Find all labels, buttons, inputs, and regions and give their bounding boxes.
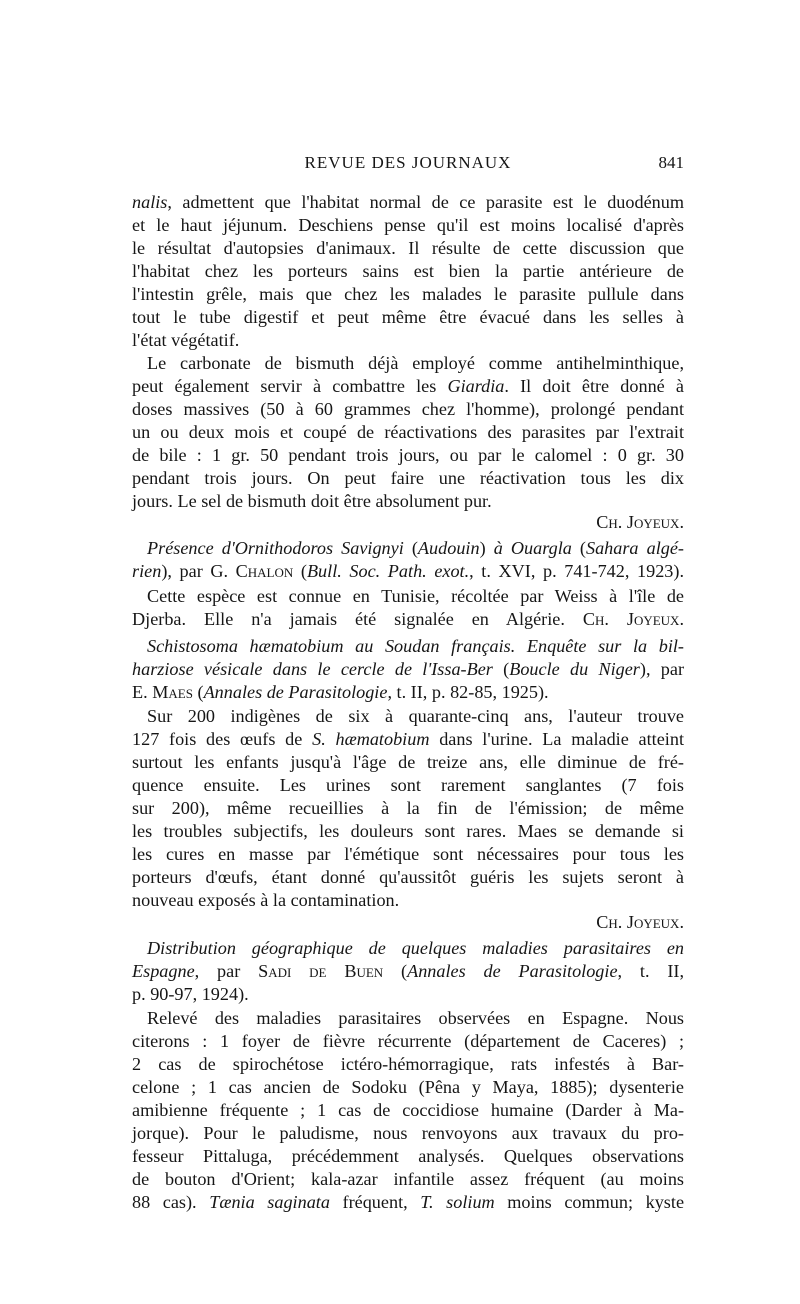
text-run: Giardia bbox=[447, 376, 505, 396]
text-run: 88 cas). bbox=[132, 1192, 210, 1212]
text-run: jours. Le sel de bismuth doit être absolument pur. bbox=[132, 491, 492, 511]
text-run: citerons : 1 foyer de fièvre récurrente (département de Caceres) ; bbox=[132, 1031, 684, 1051]
text-run: Boucle du Niger bbox=[509, 659, 640, 679]
text-run: Annales de Parasitologie bbox=[203, 682, 388, 702]
text-run: les cures en masse par l'émétique sont nécessaires pour tous les bbox=[132, 844, 684, 864]
text-run: Djerba. Elle n'a jamais été signalée en Algérie. bbox=[132, 609, 583, 629]
espagne-body-line bbox=[132, 1192, 684, 1212]
text-run: surtout les enfants jusqu'à l'âge de treize ans, elle diminue de fré- bbox=[132, 752, 684, 772]
text-run: Schistosoma hæmatobium au Soudan français. Enquête sur la bil- bbox=[147, 636, 684, 656]
espagne-body-line bbox=[132, 1169, 684, 1189]
text-run: , par bbox=[194, 961, 259, 981]
ornithodoros-title-line bbox=[132, 561, 684, 581]
text-run: moins commun; kyste bbox=[494, 1192, 685, 1212]
espagne-body-line bbox=[132, 1123, 684, 1143]
text-run: 2 cas de spirochétose ictéro-hémorragique, rats infestés à Bar- bbox=[132, 1054, 684, 1074]
text-run: l'état végétatif. bbox=[132, 330, 240, 350]
text-run: Bull. Soc. Path. exot. bbox=[306, 561, 470, 581]
text-run: , t. XVI, p. 741-742, 1923). bbox=[469, 561, 684, 581]
espagne-body-line bbox=[147, 1008, 684, 1028]
text-run: ( bbox=[383, 961, 408, 981]
text-run: , t. II, bbox=[617, 961, 685, 981]
text-run: Ch. Joyeux. bbox=[596, 912, 684, 932]
intro-line bbox=[132, 192, 684, 212]
text-run: nouveau exposés à la contamination. bbox=[132, 890, 400, 910]
schistosoma-body-line bbox=[132, 752, 684, 772]
text-run: rien bbox=[132, 561, 162, 581]
intro-line bbox=[132, 261, 684, 281]
text-run: l'intestin grêle, mais que chez les malades le parasite pullule dans bbox=[132, 284, 684, 304]
text-run: . Il doit être donné à bbox=[504, 376, 684, 396]
intro-line bbox=[132, 238, 684, 258]
text-run: Espagne bbox=[132, 961, 195, 981]
schistosoma-body-line bbox=[132, 729, 684, 749]
text-run: p. 90-97, 1924). bbox=[132, 984, 249, 1004]
bismuth-line bbox=[132, 422, 684, 442]
schistosoma-body-line bbox=[132, 844, 684, 864]
text-run: fréquent, bbox=[329, 1192, 421, 1212]
text-run: celone ; 1 cas ancien de Sodoku (Pêna y Maya, 1885); dysenterie bbox=[132, 1077, 684, 1097]
text-run: les troubles subjectifs, les douleurs sont rares. Maes se demande si bbox=[132, 821, 684, 841]
text-run: Sahara algé- bbox=[585, 538, 684, 558]
running-header bbox=[132, 153, 684, 175]
text-run: Cette espèce est connue en Tunisie, récoltée par Weiss à l'île de bbox=[147, 586, 684, 606]
ornithodoros-body-line bbox=[147, 586, 684, 606]
schistosoma-body-line bbox=[132, 890, 684, 910]
schistosoma-body-line bbox=[132, 775, 684, 795]
text-run: Ch. Joyeux. bbox=[596, 512, 684, 532]
signature-line bbox=[596, 912, 684, 932]
text-run: S. hæmatobium bbox=[312, 729, 430, 749]
text-run: Relevé des maladies parasitaires observées en Espagne. Nous bbox=[147, 1008, 684, 1028]
text-run: de bile : 1 gr. 50 pendant trois jours, ou par le calomel : 0 gr. 30 bbox=[132, 445, 684, 465]
text-run: amibienne fréquente ; 1 cas de coccidiose humaine (Darder à Ma- bbox=[132, 1100, 684, 1120]
bismuth-line bbox=[132, 399, 684, 419]
text-run: , t. II, p. 82-85, 1925). bbox=[387, 682, 549, 702]
text-run: Tænia saginata bbox=[209, 1192, 330, 1212]
espagne-body-line bbox=[132, 1054, 684, 1074]
running-title: REVUE DES JOURNAUX bbox=[304, 153, 512, 172]
text-run: porteurs d'œufs, étant donné qu'aussitôt guéris les sujets seront à bbox=[132, 867, 684, 887]
text-run: ), par G. bbox=[161, 561, 236, 581]
text-run: Distribution géographique de quelques maladies parasitaires en bbox=[147, 938, 684, 958]
text-run: sur 200), même recueillies à la fin de l'émission; de même bbox=[132, 798, 684, 818]
espagne-body-line bbox=[132, 1077, 684, 1097]
text-run: tout le tube digestif et peut même être évacué dans les selles à bbox=[132, 307, 684, 327]
text-run: ( bbox=[192, 682, 204, 702]
text-run: Sur 200 indigènes de six à quarante-cinq ans, l'auteur trouve bbox=[147, 706, 684, 726]
ornithodoros-body-line bbox=[132, 609, 684, 629]
text-run: nalis bbox=[132, 192, 168, 212]
espagne-title-line bbox=[132, 984, 684, 1004]
text-run: le résultat d'autopsies d'animaux. Il résulte de cette discussion que bbox=[132, 238, 684, 258]
text-run: doses massives (50 à 60 grammes chez l'homme), prolongé pendant bbox=[132, 399, 684, 419]
text-run: jorque). Pour le paludisme, nous renvoyons aux travaux du pro- bbox=[132, 1123, 684, 1143]
text-run: E. bbox=[132, 682, 153, 702]
intro-line bbox=[132, 215, 684, 235]
text-run: de bouton d'Orient; kala-azar infantile assez fréquent (au moins bbox=[132, 1169, 684, 1189]
text-run: ) bbox=[479, 538, 494, 558]
text-run: Sadi de Buen bbox=[258, 961, 384, 981]
text-run: ( bbox=[403, 538, 418, 558]
bismuth-line bbox=[132, 491, 684, 511]
text-run: , admettent que l'habitat normal de ce parasite est le duodénum bbox=[167, 192, 684, 212]
text-run: à Ouargla bbox=[493, 538, 572, 558]
ornithodoros-title-line bbox=[147, 538, 684, 558]
intro-line bbox=[132, 284, 684, 304]
text-run: ), par bbox=[639, 659, 684, 679]
text-run: ( bbox=[492, 659, 510, 679]
bismuth-line bbox=[147, 353, 684, 373]
text-run: Chalon bbox=[235, 561, 294, 581]
schistosoma-body-line bbox=[132, 798, 684, 818]
text-run: 127 fois des œufs de bbox=[132, 729, 313, 749]
signature-line bbox=[596, 512, 684, 532]
text-run: ( bbox=[571, 538, 586, 558]
page-number: 841 bbox=[658, 153, 684, 172]
text-run: peut également servir à combattre les bbox=[132, 376, 448, 396]
text-run: un ou deux mois et coupé de réactivations des parasites par l'extrait bbox=[132, 422, 684, 442]
text-run: fesseur Pittaluga, précédemment analysés. Quelques observations bbox=[132, 1146, 684, 1166]
text-run: Annales de Parasitologie bbox=[407, 961, 618, 981]
intro-line bbox=[132, 330, 684, 350]
text-run: Maes bbox=[152, 682, 193, 702]
text-run: pendant trois jours. On peut faire une réactivation tous les dix bbox=[132, 468, 684, 488]
bismuth-line bbox=[132, 445, 684, 465]
text-run: Le carbonate de bismuth déjà employé comme antihelminthique, bbox=[147, 353, 684, 373]
schistosoma-title-line bbox=[147, 636, 684, 656]
bismuth-line bbox=[132, 468, 684, 488]
schistosoma-title-line bbox=[132, 659, 684, 679]
schistosoma-body-line bbox=[132, 867, 684, 887]
text-run: ( bbox=[293, 561, 307, 581]
espagne-title-line bbox=[132, 961, 684, 981]
schistosoma-body-line bbox=[132, 821, 684, 841]
text-run: harziose vésicale dans le cercle de l'Issa-Ber bbox=[132, 659, 493, 679]
text-run: et le haut jéjunum. Deschiens pense qu'il est moins localisé d'après bbox=[132, 215, 684, 235]
espagne-body-line bbox=[132, 1100, 684, 1120]
text-run: l'habitat chez les porteurs sains est bien la partie antérieure de bbox=[132, 261, 684, 281]
text-run: Présence d'Ornithodoros Savignyi bbox=[147, 538, 404, 558]
text-run: Ch. Joyeux. bbox=[582, 609, 684, 629]
intro-line bbox=[132, 307, 684, 327]
text-run: dans l'urine. La maladie atteint bbox=[429, 729, 684, 749]
espagne-body-line bbox=[132, 1146, 684, 1166]
text-run: T. solium bbox=[420, 1192, 495, 1212]
espagne-title-line bbox=[147, 938, 684, 958]
text-run: Audouin bbox=[417, 538, 480, 558]
espagne-body-line bbox=[132, 1031, 684, 1051]
schistosoma-body-line bbox=[147, 706, 684, 726]
schistosoma-title-line bbox=[132, 682, 684, 702]
bismuth-line bbox=[132, 376, 684, 396]
text-run: quence ensuite. Les urines sont rarement sanglantes (7 fois bbox=[132, 775, 684, 795]
